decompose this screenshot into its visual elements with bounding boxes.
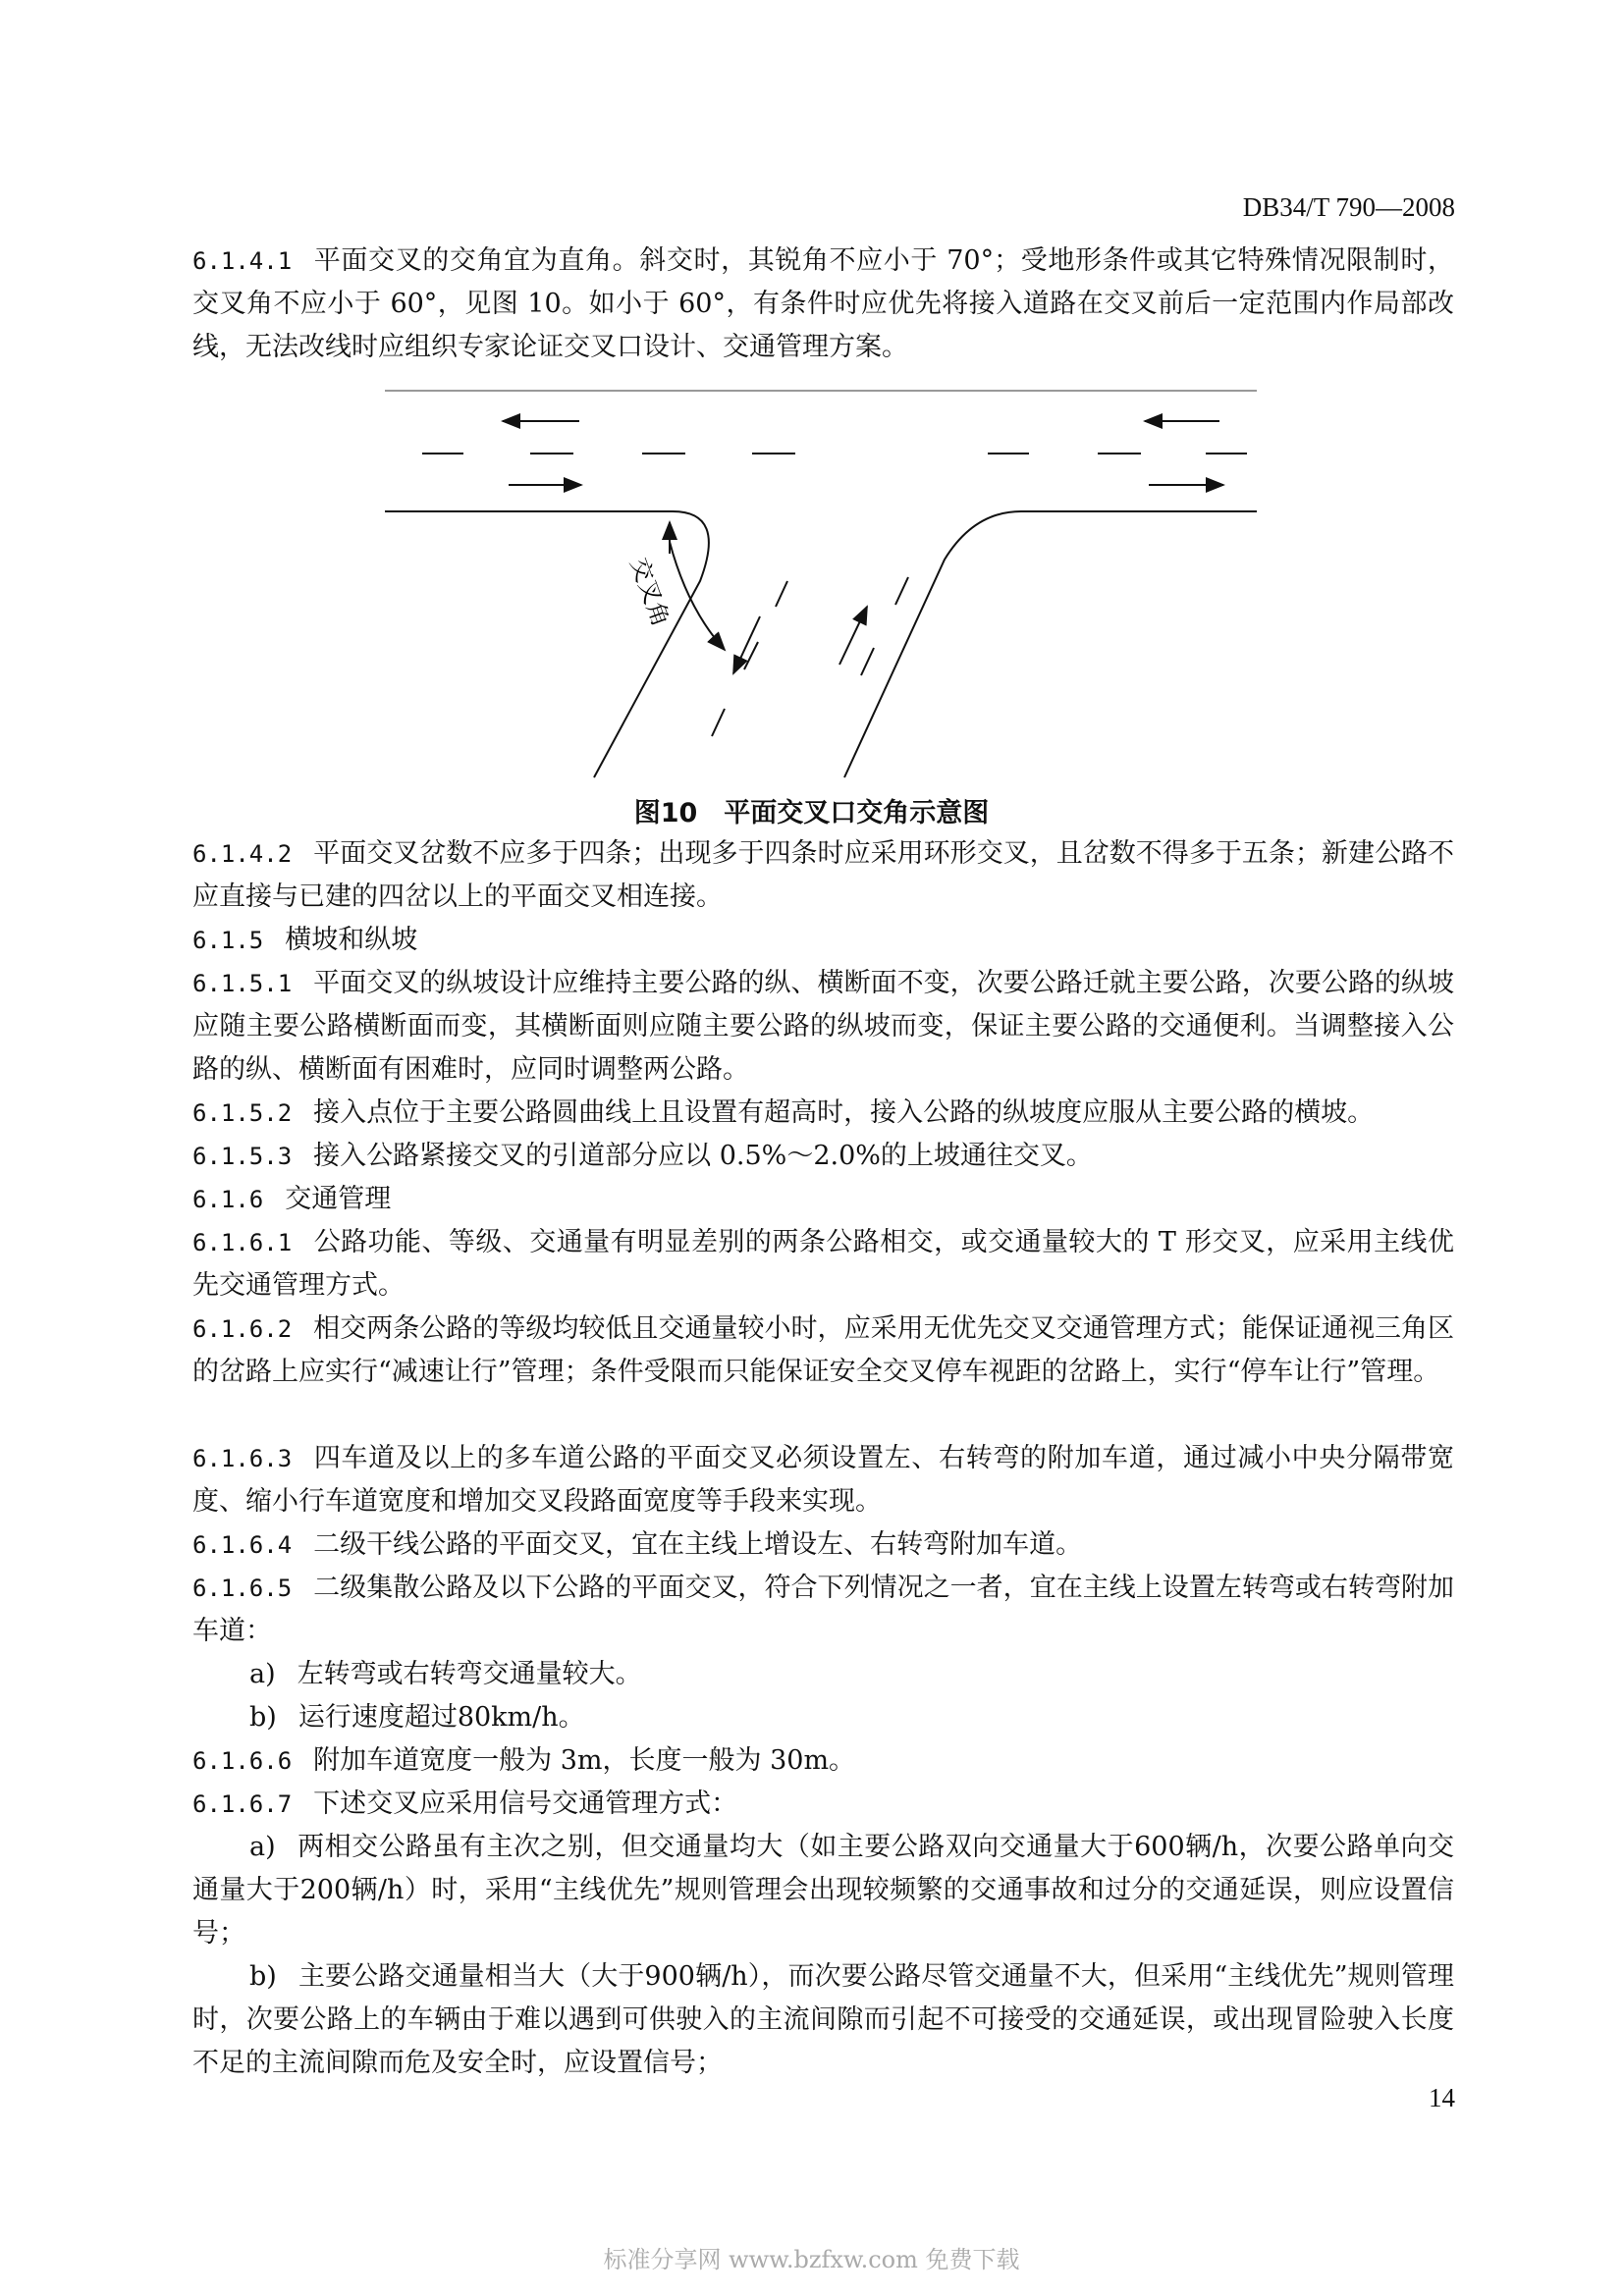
list-item-text: 两相交公路虽有主次之别，但交通量均大（如主要公路双向交通量大于600辆/h，次要公路单向交通量大于200辆/h）时，采用“主线优先”规则管理会出现较频繁的交通事故和过分的交通延误，则应设置信号； [192, 1832, 1454, 1949]
list-item-label: b) [249, 1702, 277, 1733]
section-heading-6-1-5 [192, 919, 417, 962]
figure-caption: 图10 平面交叉口交角示意图 [633, 798, 990, 828]
branch-road-right-edge [844, 511, 1257, 777]
clause-text: 四车道及以上的多车道公路的平面交叉必须设置左、右转弯的附加车道，通过减小中央分隔带宽度、缩小行车道宽度和增加交叉段路面宽度等手段来实现。 [192, 1443, 1454, 1517]
clause-text: 接入点位于主要公路圆曲线上且设置有超高时，接入公路的纵坡度应服从主要公路的横坡。 [313, 1097, 1375, 1128]
clause-number: 6.1.6.5 [192, 1575, 293, 1602]
clause-6-1-5-2 [192, 1092, 1454, 1135]
clause-6-1-4-2 [192, 832, 1454, 919]
clause-text: 接入公路紧接交叉的引道部分应以 0.5%～2.0%的上坡通往交叉。 [313, 1141, 1093, 1171]
clause-6-1-5-3 [192, 1135, 1454, 1178]
clause-text: 平面交叉的纵坡设计应维持主要公路的纵、横断面不变，次要公路迁就主要公路，次要公路的纵坡应随主要公路横断面而变，其横断面则应随主要公路的纵坡而变，保证主要公路的交通便利。当调整接入公路的纵、横断面有困难时，应同时调整两公路。 [192, 968, 1454, 1085]
clause-number: 6.1.6.6 [192, 1747, 293, 1775]
list-item [192, 1826, 1454, 1955]
list-item-label: b) [249, 1961, 277, 1992]
clause-number: 6.1.6.1 [192, 1229, 293, 1256]
list-item-text: 运行速度超过80km/h。 [298, 1702, 585, 1733]
list-item-text: 左转弯或右转弯交通量较大。 [297, 1659, 642, 1689]
list-item-label: a) [249, 1832, 276, 1862]
list-item-label: a) [249, 1659, 276, 1689]
clause-6-1-6-7 [192, 1783, 1454, 1826]
clause-text: 附加车道宽度一般为 3m，长度一般为 30m。 [313, 1745, 856, 1776]
section-number: 6.1.5 [192, 927, 264, 954]
clause-6-1-6-3 [192, 1437, 1454, 1523]
section-title: 交通管理 [285, 1184, 392, 1214]
clause-number: 6.1.4.1 [192, 247, 293, 275]
clause-number: 6.1.6.3 [192, 1445, 293, 1472]
list-item-text: 主要公路交通量相当大（大于900辆/h），而次要公路尽管交通量不大，但采用“主线优先”规则管理时，次要公路上的车辆由于难以遇到可供驶入的主流间隙而引起不可接受的交通延误，或出现冒险驶入长度不足的主流间隙而危及安全时，应设置信号； [192, 1961, 1455, 2078]
watermark-footer: 标准分享网 www.bzfxw.com 免费下载 [603, 2246, 1020, 2273]
clause-6-1-6-1 [192, 1221, 1454, 1308]
clause-number: 6.1.4.2 [192, 840, 293, 868]
clause-6-1-4-1 [192, 240, 1454, 369]
clause-6-1-6-4 [192, 1523, 1454, 1567]
up-right-arrow-icon [839, 607, 867, 665]
list-item [192, 1955, 1454, 2085]
page-number: 14 [1429, 2083, 1455, 2112]
angle-arc [670, 542, 725, 650]
clause-text: 二级集散公路及以下公路的平面交叉，符合下列情况之一者，宜在主线上设置左转弯或右转弯附加车道： [192, 1573, 1454, 1646]
section-number: 6.1.6 [192, 1186, 264, 1213]
clause-text: 下述交叉应采用信号交通管理方式： [313, 1789, 738, 1819]
clause-6-1-5-1 [192, 962, 1454, 1092]
standard-number: DB34/T 790—2008 [1242, 192, 1455, 222]
section-heading-6-1-6 [192, 1178, 391, 1221]
section-title: 横坡和纵坡 [285, 925, 418, 955]
clause-6-1-6-6 [192, 1739, 1454, 1783]
clause-text: 二级干线公路的平面交叉，宜在主线上增设左、右转弯附加车道。 [313, 1529, 1083, 1560]
clause-number: 6.1.5.1 [192, 970, 293, 997]
clause-6-1-6-5 [192, 1567, 1454, 1653]
clause-number: 6.1.5.2 [192, 1099, 293, 1127]
clause-number: 6.1.6.4 [192, 1531, 293, 1559]
branch-road-left-edge [385, 511, 709, 777]
clause-6-1-6-2 [192, 1308, 1454, 1394]
clause-text: 相交两条公路的等级均较低且交通量较小时，应采用无优先交叉交通管理方式；能保证通视三角区的岔路上应实行“减速让行”管理；条件受限而只能保证安全交叉停车视距的岔路上，实行“停车让行”管理。 [192, 1313, 1454, 1387]
clause-text: 公路功能、等级、交通量有明显差别的两条公路相交，或交通量较大的 T 形交叉，应采用主线优先交通管理方式。 [192, 1227, 1454, 1301]
list-item [249, 1696, 1454, 1739]
clause-number: 6.1.5.3 [192, 1143, 293, 1170]
intersection-angle-figure [373, 385, 1257, 797]
clause-number: 6.1.6.2 [192, 1315, 293, 1343]
list-item [249, 1653, 1454, 1696]
clause-number: 6.1.6.7 [192, 1790, 293, 1818]
clause-text: 平面交叉的交角宜为直角。斜交时，其锐角不应小于 70°；受地形条件或其它特殊情况限制时，交叉角不应小于 60°，见图 10。如小于 60°，有条件时应优先将接入道路在交叉前后一定范围内作局部改线，无法改线时应组织专家论证交叉口设计、交通管理方案。 [192, 245, 1454, 362]
clause-text: 平面交叉岔数不应多于四条；出现多于四条时应采用环形交叉，且岔数不得多于五条；新建公路不应直接与已建的四岔以上的平面交叉相连接。 [192, 838, 1454, 912]
angle-label: 交叉角 [624, 554, 676, 630]
